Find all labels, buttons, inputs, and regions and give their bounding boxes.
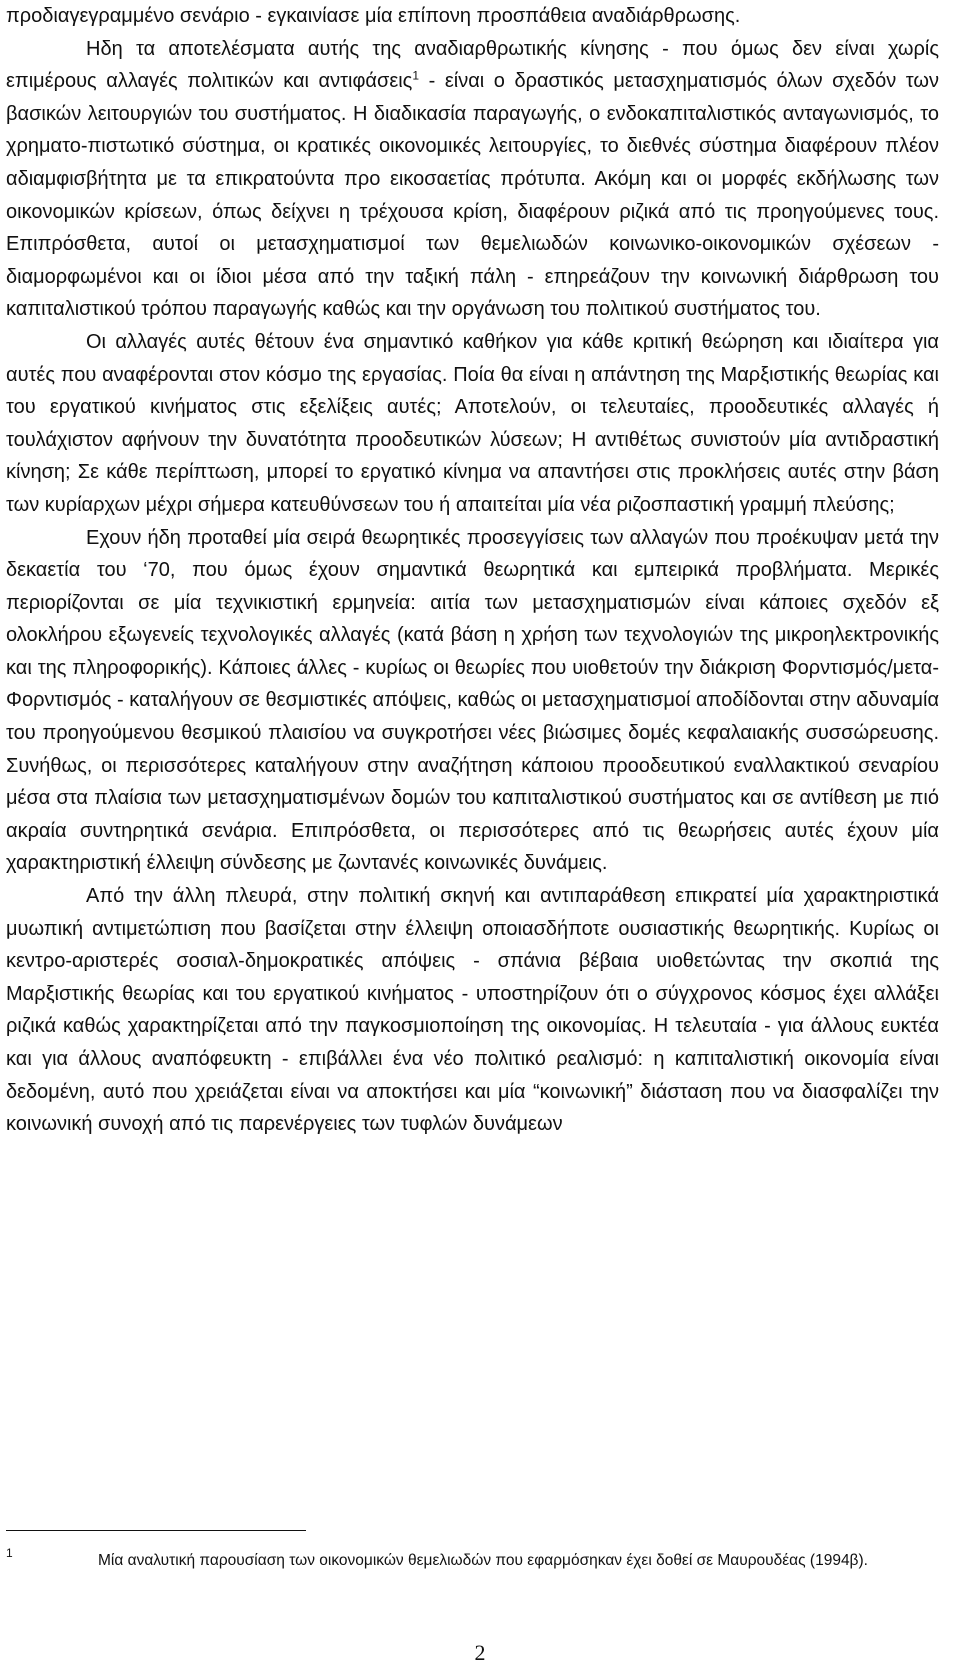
paragraph-text: Ηδη τα αποτελέσματα αυτής της αναδιαρθρωτικής κίνησης - που όμως δεν είναι χωρίς επιμέρους αλλαγές πολιτικών και αντιφάσεις <box>6 37 939 93</box>
footnote-text: Μία αναλυτική παρουσίαση των οικονομικών θεμελιωδών που εφαρμόσηκαν έχει δοθεί σε Μαυρουδέας (1994β). <box>98 1552 868 1569</box>
footnote <box>6 1541 939 1573</box>
paragraph: Από την άλλη πλευρά, στην πολιτική σκηνή και αντιπαράθεση επικρατεί μία χαρακτηριστικά μυωπική αντιμετώπιση που βασίζεται στην έλλειψη οποιασδήποτε ουσιαστικής θεωρητικής. Κυρίως οι κεντρο-αριστερές σοσιαλ-δημοκρατικές απόψεις - σπάνια βέβαια υιοθετώντας την σκοπιά της Μαρξιστικής θεωρίας και του εργατικού κινήματος - υποστηρίζουν ότι ο σύγχρονος κόσμος έχει αλλάξει ριζικά καθώς χαρακτηρίζεται από την παγκοσμιοποίηση της οικονομίας. Η τελευταία - για άλλους ευκτέα και για άλλους αναπόφευκτη - επιβάλλει ένα νέο πολιτικό ρεαλισμό: η καπιταλιστική οικονομία είναι δεδομένη, αυτό που χρειάζεται είναι να αποκτήσει και μία “κοινωνική” διάσταση που να διασφαλίζει την κοινωνική συνοχή από τις παρενέργειες των τυφλών δυνάμεων <box>6 885 939 1136</box>
footnote-reference[interactable]: 1 <box>412 68 420 83</box>
body-text <box>6 0 939 1141</box>
paragraph-text: - είναι ο δραστικός μετασχηματισμός όλων σχεδόν των βασικών λειτουργιών του συστήματος. Η διαδικασία παραγωγής, ο ενδοκαπιταλιστικός ανταγωνισμός, το χρηματο-πιστωτικό σύστημα, οι κρατικές οικονομικές λειτουργίες, το διεθνές σύστημα διαφέρουν πλέον αδιαμφισβήτητα με τα επικρατούντα προ εικοσαετίας πρότυπα. Ακόμη και οι μορφές εκδήλωσης των οικονομικών κρίσεων, όπως δείχνει η τρέχουσα κρίση, διαφέρουν ριζικά από τις προηγούμενες τους. Επιπρόσθετα, αυτοί οι μετασχηματισμοί των θεμελιωδών κοινωνικο-οικονομικών σχέσεων - διαμορφωμένοι και οι ίδιοι μέσα από την ταξική πάλη - επηρεάζουν την κοινωνική διάρθρωση του καπιταλιστικού τρόπου παραγωγής καθώς και την οργάνωση του πολιτικού συστήματος του. <box>6 70 940 321</box>
paragraph: προδιαγεγραμμένο σενάριο - εγκαινίασε μία επίπονη προσπάθεια αναδιάρθρωσης. <box>6 5 741 27</box>
page-number: 2 <box>474 1640 486 1665</box>
footnote-divider <box>6 1530 306 1531</box>
footnote-section <box>6 1530 939 1573</box>
paragraph <box>6 33 939 326</box>
paragraph: Εχουν ήδη προταθεί μία σειρά θεωρητικές προσεγγίσεις των αλλαγών που προέκυψαν μετά την δεκαετία του ‘70, που όμως έχουν σημαντικά θεωρητικά και εμπειρικά προβλήματα. Μερικές περιορίζονται σε μία τεχνικιστική ερμηνεία: αιτία των μετασχηματισμών είναι κάποιες σχεδόν εξ ολοκλήρου εξωγενείς τεχνολογικές αλλαγές (κατά βάση η χρήση των τεχνολογιών της μικροηλεκτρονικής και της πληροφορικής). Κάποιες άλλες - κυρίως οι θεωρίες που υιοθετούν την διάκριση Φορντισμός/μετα-Φορντισμός - καταλήγουν σε θεσμιστικές απόψεις, καθώς οι μετασχηματισμοί αποδίδονται στην αδυναμία του προηγούμενου θεσμικού πλαισίου να συγκροτήσει νέες βιώσιμες δομές κεφαλαιακής συσσώρευσης. Συνήθως, οι περισσότερες καταλήγουν στην αναζήτηση κάποιου προοδευτικού εναλλακτικού σεναρίου μέσα στα πλαίσια των μετασχηματισμένων δομών του καπιταλιστικού συστήματος και σε αντίθεση με πιό ακραία συντηρητικά σενάρια. Επιπρόσθετα, οι περισσότερες από τις θεωρήσεις αυτές έχουν μία χαρακτηριστική έλλειψη σύνδεσης με ζωντανές κοινωνικές δυνάμεις. <box>6 526 939 875</box>
footnote-number: 1 <box>6 1546 13 1560</box>
paragraph: Οι αλλαγές αυτές θέτουν ένα σημαντικό καθήκον για κάθε κριτική θεώρηση και ιδιαίτερα για αυτές που αναφέρονται στον κόσμο της εργασίας. Ποία θα είναι η απάντηση της Μαρξιστικής θεωρίας και του εργατικού κινήματος στις εξελίξεις αυτές; Αποτελούν, οι τελευταίες, προοδευτικές αλλαγές ή τουλάχιστον αφήνουν την δυνατότητα προοδευτικών λύσεων; Η αντιθέτως συνιστούν μία αντιδραστική κίνηση; Σε κάθε περίπτωση, μπορεί το εργατικό κίνημα να απαντήσει στις προκλήσεις αυτές στην βάση των κυρίαρχων μέχρι σήμερα κατευθύνσεων του ή απαιτείται μία νέα ριζοσπαστική γραμμή πλεύσης; <box>6 330 939 516</box>
